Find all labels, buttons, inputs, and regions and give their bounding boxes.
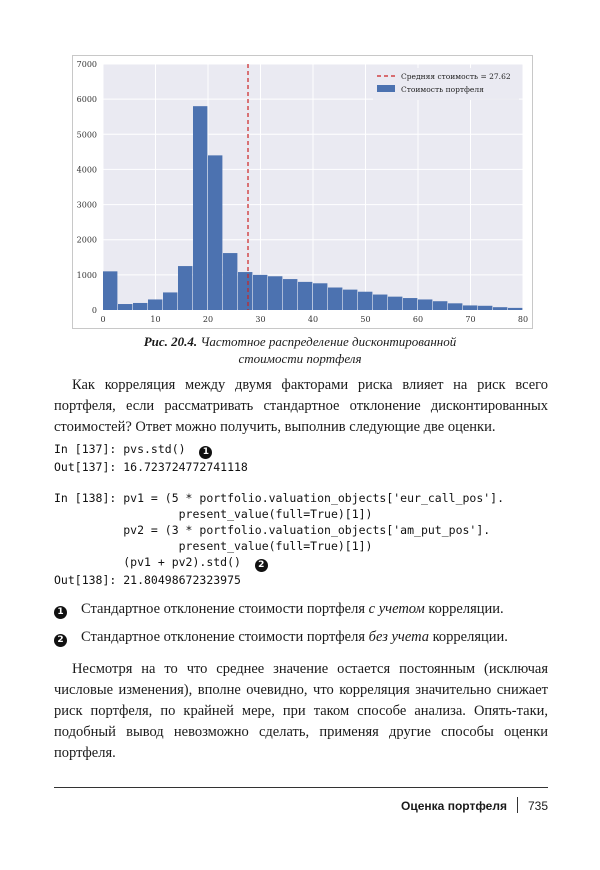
- histogram-bar: [208, 155, 222, 310]
- histogram-bar: [103, 271, 117, 310]
- callout-2-icon: 2: [54, 634, 67, 647]
- histogram-bar: [223, 253, 237, 310]
- code-line: In [138]: pv1 = (5 * portfolio.valuation_objects['eur_call_pos'].: [54, 491, 505, 505]
- code-block-137: [54, 441, 554, 475]
- histogram-bar: [118, 304, 132, 310]
- histogram-bar: [493, 307, 507, 310]
- y-tick-label: 5000: [76, 130, 97, 140]
- code-block-138: [54, 490, 554, 588]
- note-1: [54, 599, 554, 619]
- y-tick-label: 7000: [76, 60, 97, 69]
- x-tick-label: 80: [517, 315, 529, 324]
- footer-rule: [54, 787, 548, 788]
- histogram-bar: [508, 308, 522, 310]
- y-tick-label: 0: [91, 306, 97, 315]
- histogram-bar: [358, 292, 372, 310]
- y-tick-label: 1000: [76, 270, 97, 280]
- footer-separator: [517, 797, 518, 813]
- note-emphasis: с учетом: [368, 601, 425, 617]
- histogram-bar: [298, 282, 312, 310]
- code-line: (pv1 + pv2).std(): [54, 555, 241, 569]
- histogram-bar: [238, 272, 252, 310]
- legend-bar-label: Стоимость портфеля: [401, 85, 484, 94]
- footer-section-title: Оценка портфеля: [401, 799, 507, 813]
- histogram-bar: [328, 288, 342, 310]
- code-line: Out[137]: 16.723724772741118: [54, 460, 248, 474]
- histogram-bar: [268, 276, 282, 310]
- y-tick-label: 4000: [76, 165, 97, 175]
- histogram-bar: [433, 301, 447, 310]
- caption-line2: стоимости портфеля: [238, 351, 362, 366]
- histogram-bar: [373, 295, 387, 310]
- histogram-bar: [343, 290, 357, 310]
- callout-1-icon: 1: [54, 606, 67, 619]
- histogram-bar: [448, 303, 462, 310]
- note-text: корреляции.: [428, 629, 508, 645]
- caption-label: Рис. 20.4.: [143, 334, 198, 349]
- legend-mean-label: Средняя стоимость = 27.62: [401, 72, 511, 81]
- callout-2-icon: 2: [255, 559, 268, 572]
- code-line: present_value(full=True)[1]): [54, 539, 373, 553]
- page-number: 735: [527, 799, 548, 813]
- x-tick-label: 70: [465, 315, 476, 324]
- paragraph-conclusion: Несмотря на то что среднее значение остается постоянным (исключая числовые изменения), вполне очевидно, что корреляция значительно снижает риск портфеля, по крайней мере, при таком способе анализа. Опять-таки, подобный вывод невозможно сделать, применяя другие способы оценки портфеля.: [54, 661, 548, 761]
- note-text: Стандартное отклонение стоимости портфеля: [81, 629, 369, 645]
- histogram-bar: [148, 299, 162, 310]
- x-tick-label: 40: [307, 315, 319, 324]
- x-tick-label: 50: [360, 315, 371, 324]
- histogram-bar: [478, 306, 492, 310]
- page-footer: [401, 797, 548, 813]
- histogram-bar: [133, 303, 147, 310]
- histogram-bar: [193, 106, 207, 310]
- histogram-bar: [283, 279, 297, 310]
- histogram-bar: [253, 275, 267, 310]
- y-tick-label: 3000: [76, 200, 97, 210]
- x-tick-label: 10: [150, 315, 161, 324]
- paragraph-intro: Как корреляция между двумя факторами риска влияет на риск всего портфеля, если рассматривать стандартное отклонение дисконтированных стоимостей? Ответ можно получить, выполнив следующие две оценки.: [54, 377, 548, 435]
- code-line: In [137]: pvs.std(): [54, 442, 186, 456]
- y-tick-label: 2000: [76, 235, 97, 245]
- histogram-bar: [388, 297, 402, 310]
- y-tick-label: 6000: [76, 95, 97, 105]
- histogram-bar: [163, 292, 177, 310]
- note-text: Стандартное отклонение стоимости портфеля: [81, 601, 369, 617]
- note-2: [54, 627, 554, 647]
- code-line: pv2 = (3 * portfolio.valuation_objects['am_put_pos'].: [54, 523, 491, 537]
- code-line: Out[138]: 21.80498672323975: [54, 573, 241, 587]
- histogram-figure: [72, 55, 533, 329]
- caption-line1: Частотное распределение дисконтированной: [200, 334, 457, 349]
- histogram-bar: [313, 283, 327, 310]
- histogram-chart: [73, 56, 532, 328]
- callout-1-icon: 1: [199, 446, 212, 459]
- x-tick-label: 0: [100, 315, 106, 324]
- histogram-bar: [178, 266, 192, 310]
- code-line: present_value(full=True)[1]): [54, 507, 373, 521]
- histogram-bar: [463, 305, 477, 310]
- histogram-bar: [418, 299, 432, 310]
- note-text: корреляции.: [424, 601, 504, 617]
- x-tick-label: 30: [255, 315, 266, 324]
- figure-caption: [60, 333, 540, 367]
- legend-bar-swatch: [377, 85, 395, 92]
- note-emphasis: без учета: [368, 629, 429, 645]
- histogram-bar: [403, 298, 417, 310]
- x-tick-label: 20: [202, 315, 214, 324]
- x-tick-label: 60: [412, 315, 424, 324]
